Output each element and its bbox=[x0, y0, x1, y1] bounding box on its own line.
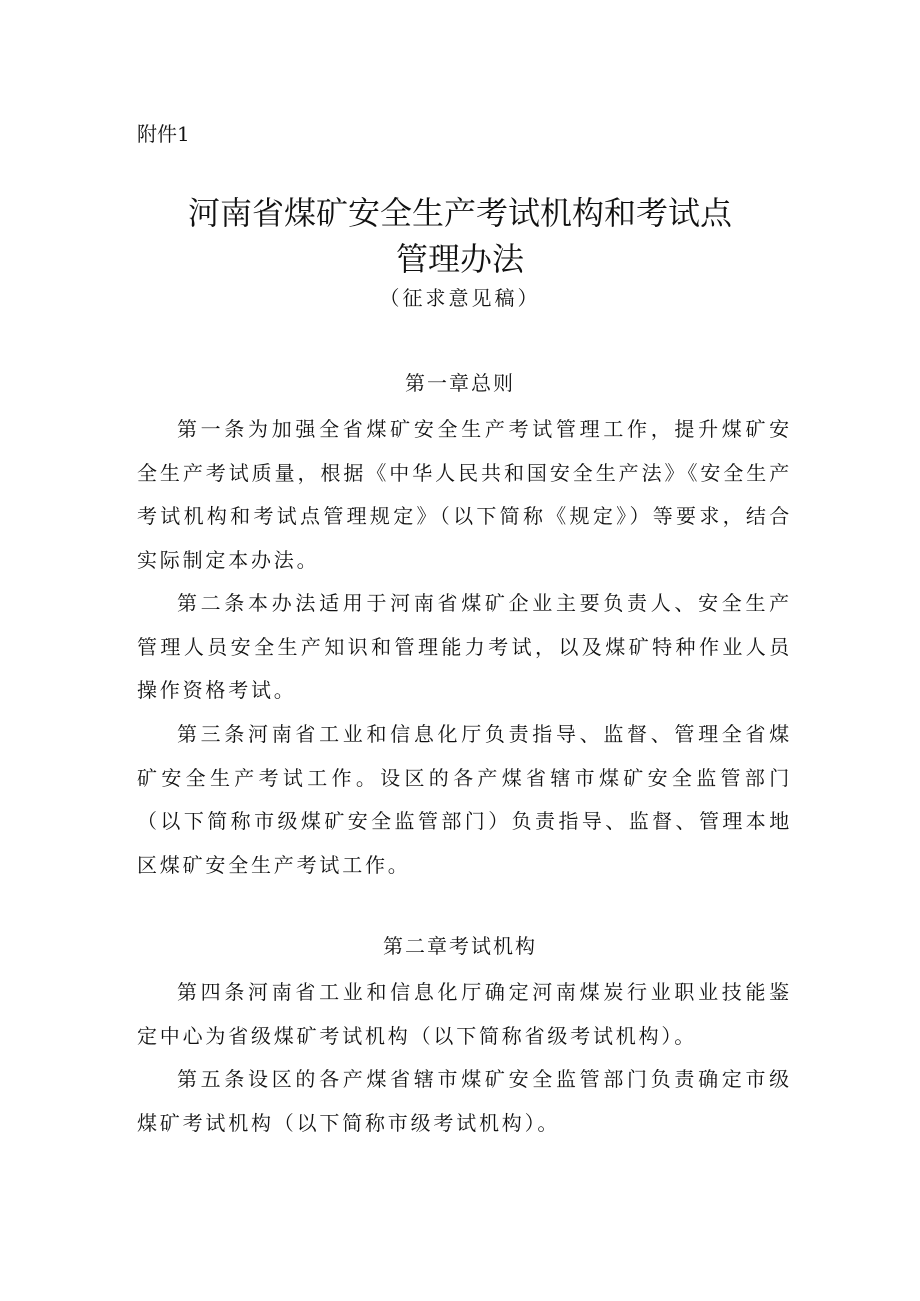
article-5: 第五条设区的各产煤省辖市煤矿安全监管部门负责确定市级煤矿考试机构（以下简称市级考试机构）。 bbox=[137, 1067, 792, 1135]
document-title-line-2: 管理办法 bbox=[395, 240, 524, 278]
document-title-line-1: 河南省煤矿安全生产考试机构和考试点 bbox=[187, 194, 732, 232]
chapter-1-heading: 第一章总则 bbox=[405, 371, 515, 395]
article-3: 第三条河南省工业和信息化厅负责指导、监督、管理全省煤矿安全生产考试工作。设区的各产煤省辖市煤矿安全监管部门（以下简称市级煤矿安全监管部门）负责指导、监督、管理本地区煤矿安全生产考试工作。 bbox=[137, 722, 792, 877]
chapter-2-heading: 第二章考试机构 bbox=[383, 934, 537, 958]
attachment-label: 附件1 bbox=[137, 122, 190, 146]
article-4: 第四条河南省工业和信息化厅确定河南煤炭行业职业技能鉴定中心为省级煤矿考试机构（以下简称省级考试机构）。 bbox=[137, 980, 792, 1048]
article-2: 第二条本办法适用于河南省煤矿企业主要负责人、安全生产管理人员安全生产知识和管理能力考试，以及煤矿特种作业人员操作资格考试。 bbox=[137, 591, 792, 702]
draft-status-subtitle: （征求意见稿） bbox=[379, 286, 541, 310]
article-1: 第一条为加强全省煤矿安全生产考试管理工作，提升煤矿安全生产考试质量，根据《中华人民共和国安全生产法》《安全生产考试机构和考试点管理规定》（以下简称《规定》）等要求，结合实际制定本办法。 bbox=[137, 417, 792, 572]
